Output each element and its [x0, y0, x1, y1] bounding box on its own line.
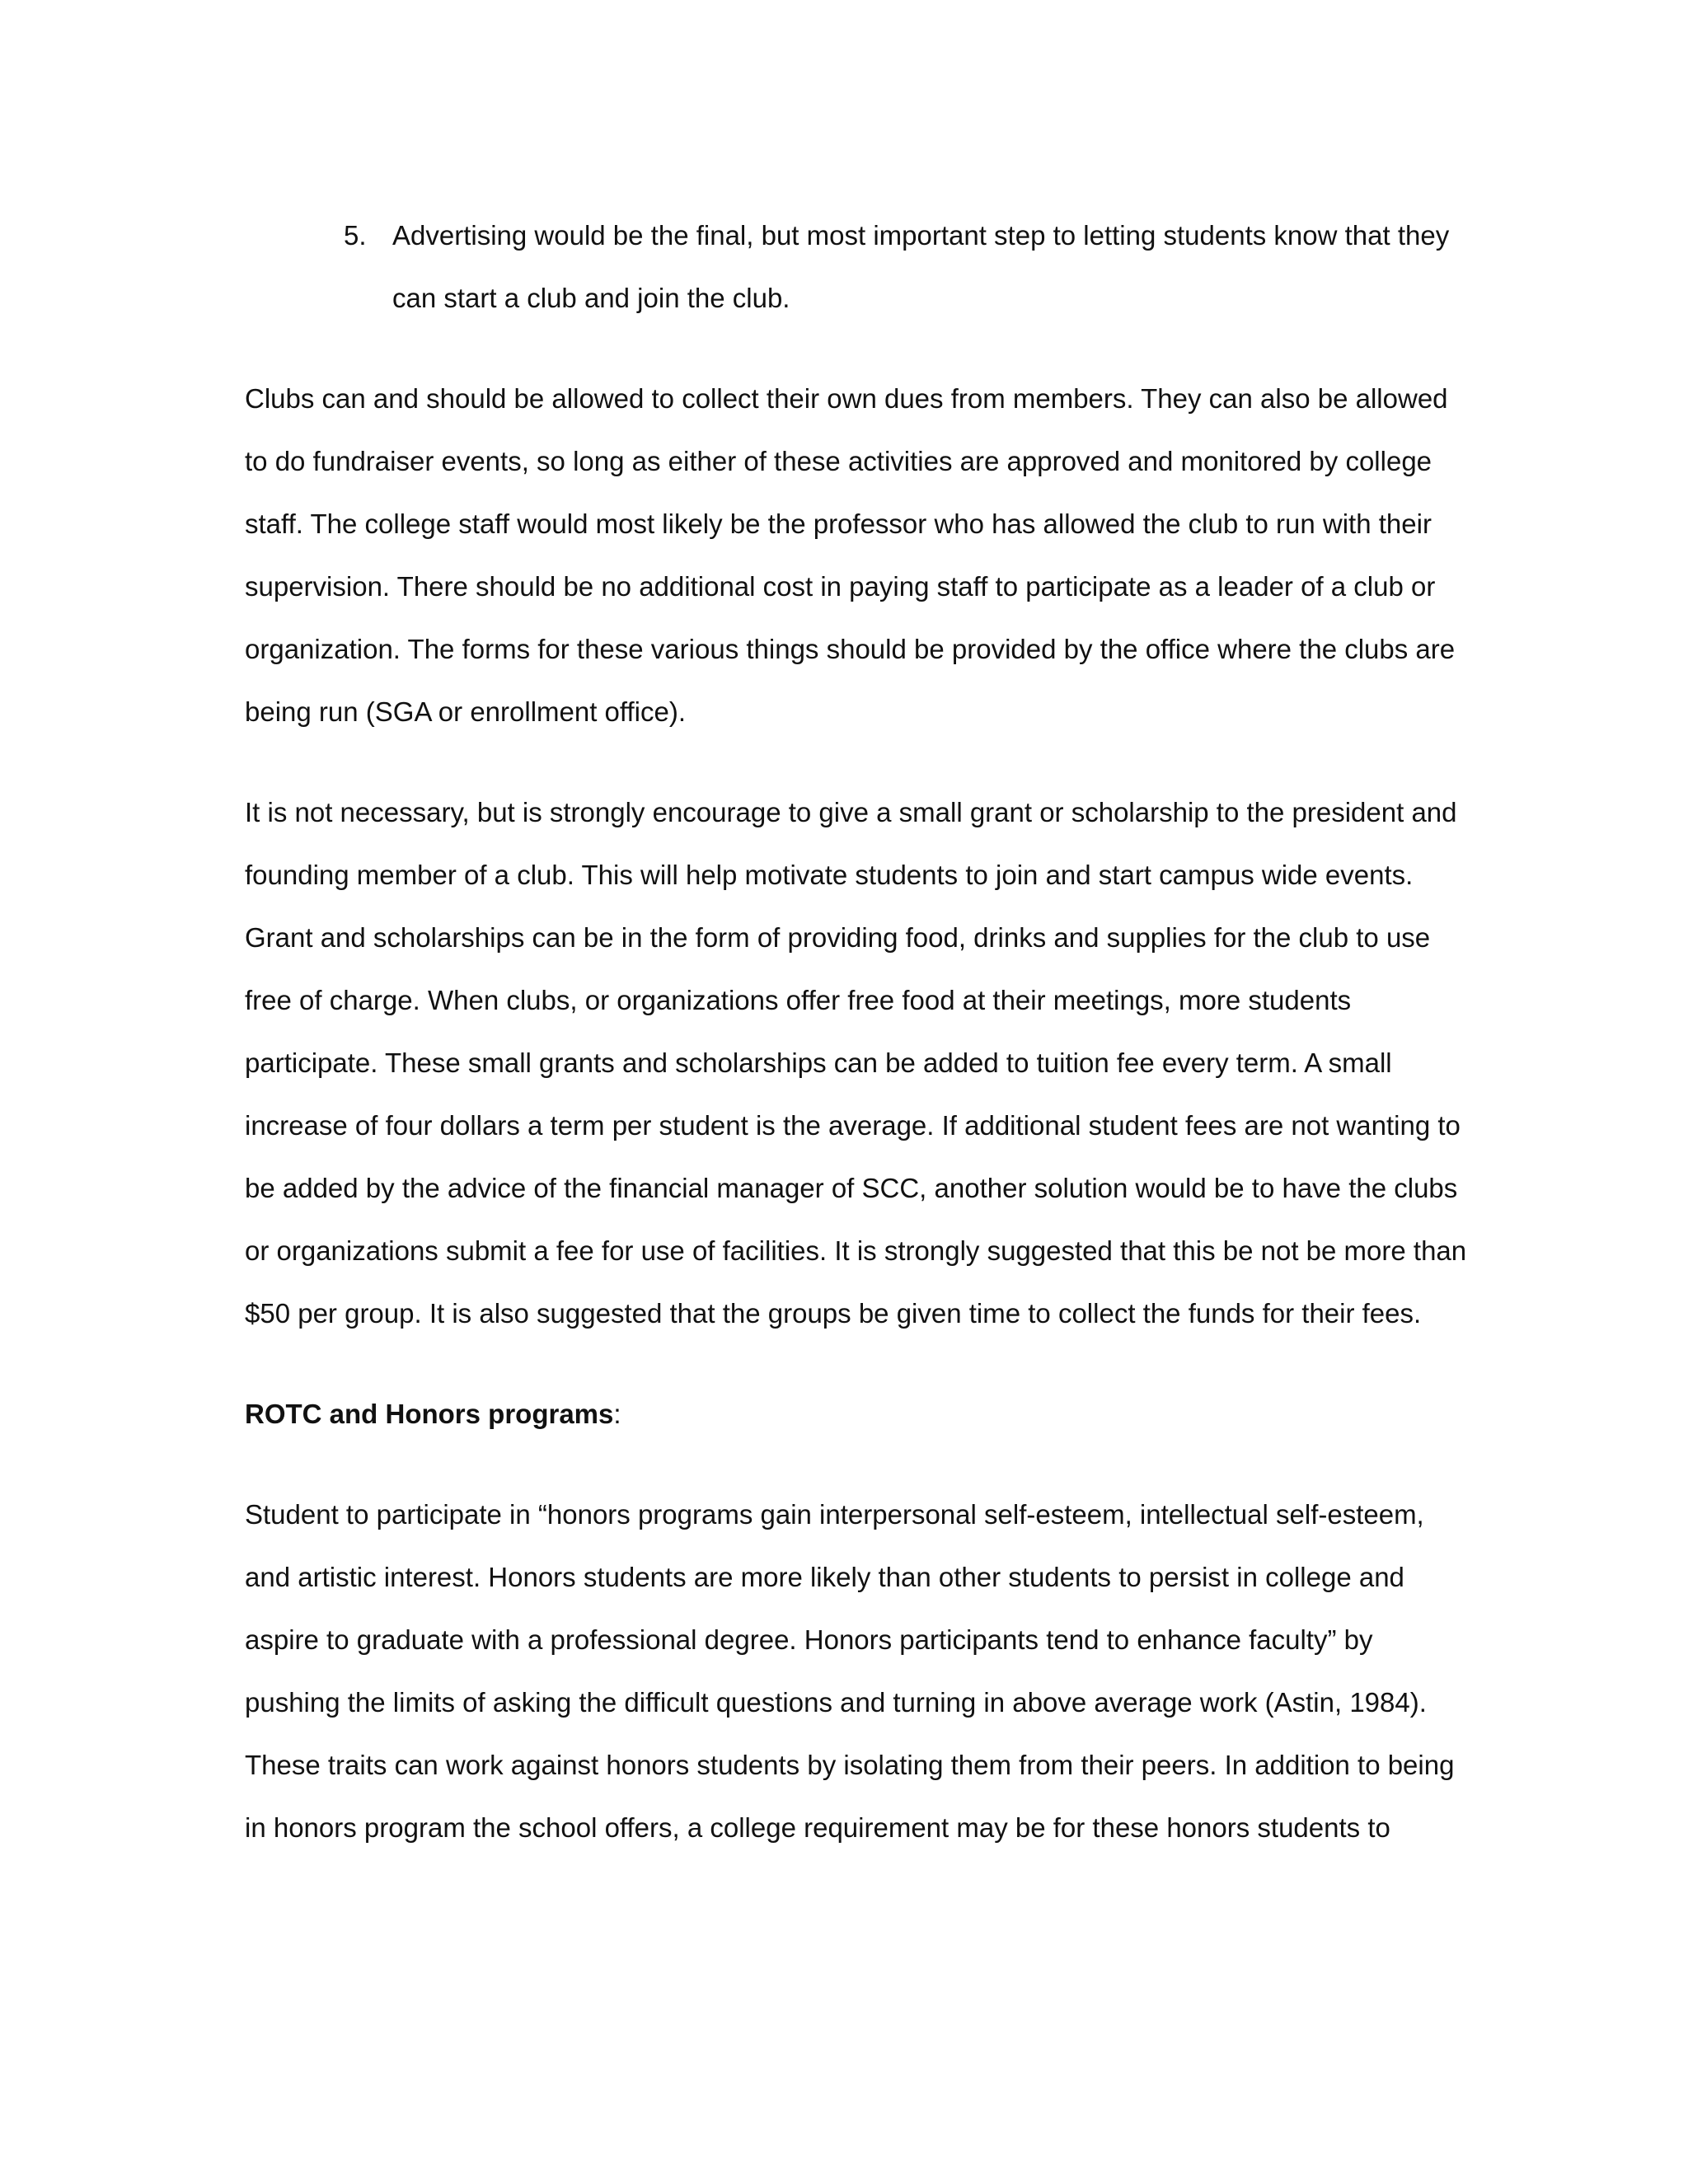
list-item-5 [294, 204, 1471, 330]
list-item-text: Advertising would be the final, but most important step to letting students know that they can start a club and join the club. [392, 220, 1450, 313]
paragraph-gap [245, 1446, 1471, 1483]
paragraph-clubs-dues: Clubs can and should be allowed to collect their own dues from members. They can also be allowed to do fundraiser events, so long as either of these activities are approved and monitored by college staff. The college staff would most likely be the professor who has allowed the club to run with their supervision. There should be no additional cost in paying staff to participate as a leader of a club or organization. The forms for these various things should be provided by the office where the clubs are being run (SGA or enrollment office). [245, 383, 1456, 727]
section-heading [245, 1383, 1471, 1446]
paragraph-grants-scholarships: It is not necessary, but is strongly encourage to give a small grant or scholarship to the president and founding member of a club. This will help motivate students to join and start campus wide events. Grant and scholarships can be in the form of providing food, drinks and supplies for the club to use free of charge. When clubs, or organizations offer free food at their meetings, more students participate. These small grants and scholarships can be added to tuition fee every term. A small increase of four dollars a term per student is the average. If additional student fees are not wanting to be added by the advice of the financial manager of SCC, another solution would be to have the clubs or organizations submit a fee for use of facilities. It is strongly suggested that this be not be more than $50 per group. It is also suggested that the groups be given time to collect the funds for their fees. [245, 797, 1467, 1329]
document-body [245, 204, 1471, 1859]
list-number: 5. [344, 220, 367, 251]
paragraph-gap [245, 743, 1471, 781]
paragraph-gap [245, 330, 1471, 368]
paragraph-gap [245, 1345, 1471, 1383]
section-heading-colon: : [613, 1399, 621, 1429]
section-heading-text: ROTC and Honors programs [245, 1399, 614, 1429]
paragraph-honors-programs: Student to participate in “honors programs gain interpersonal self-esteem, intellectual self-esteem, and artistic interest. Honors students are more likely than other students to persist in college and aspire to graduate with a professional degree. Honors participants tend to enhance faculty” by pushing the limits of asking the difficult questions and turning in above average work (Astin, 1984). These traits can work against honors students by isolating them from their peers. In addition to being in honors program the school offers, a college requirement may be for these honors students to [245, 1499, 1455, 1843]
